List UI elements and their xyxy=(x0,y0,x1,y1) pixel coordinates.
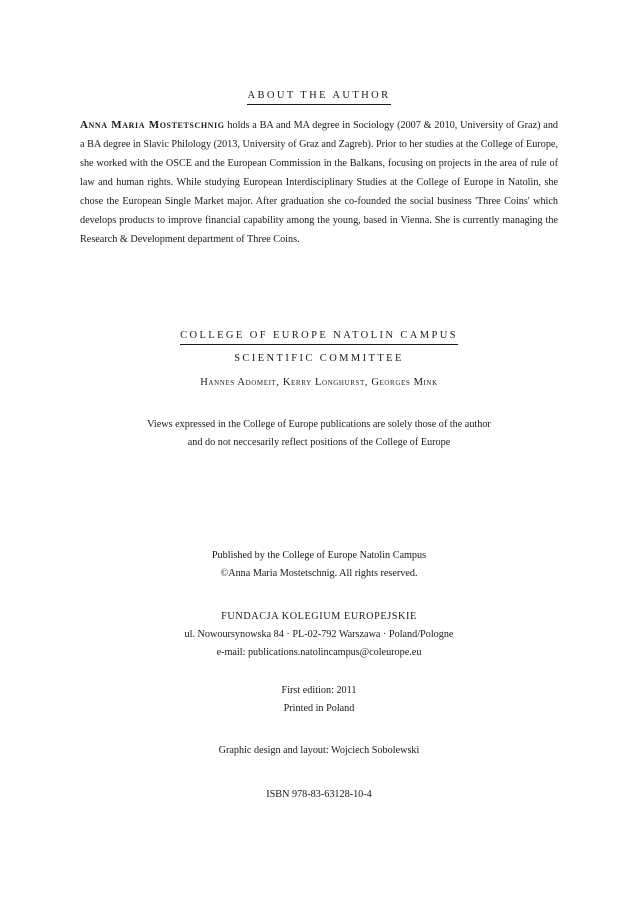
foundation-name: FUNDACJA KOLEGIUM EUROPEJSKIE xyxy=(221,611,417,622)
disclaimer xyxy=(0,416,638,452)
disclaimer-line: and do not neccesarily reflect positions of the College of Europe xyxy=(187,437,451,448)
committee-subheading: SCIENTIFIC COMMITTEE xyxy=(234,353,404,364)
committee-heading-text: COLLEGE OF EUROPE NATOLIN CAMPUS xyxy=(180,330,458,345)
author-name: Anna Maria Mostetschnig xyxy=(80,119,225,131)
copyright-line: ©Anna Maria Mostetschnig. All rights reserved. xyxy=(220,568,418,579)
publisher-line: Published by the College of Europe Natolin Campus xyxy=(211,550,427,561)
committee-members: Hannes Adomeit, Kerry Longhurst, Georges Mink xyxy=(200,377,438,388)
foundation-email: e-mail: publications.natolincampus@coleurope.eu xyxy=(216,647,422,658)
committee-heading xyxy=(0,330,638,345)
author-bio xyxy=(80,116,558,249)
publisher-info xyxy=(0,547,638,583)
foundation-info xyxy=(0,608,638,662)
edition-info xyxy=(0,682,638,718)
printed-line: Printed in Poland xyxy=(283,703,355,714)
foundation-address: ul. Nowoursynowska 84 · PL-02-792 Warszawa · Poland/Pologne xyxy=(184,629,454,640)
about-author-heading xyxy=(0,90,638,105)
author-bio-text: holds a BA and MA degree in Sociology (2007 & 2010, University of Graz) and a BA degree in Slavic Philology (2013, University of Graz and Zagreb). Prior to her studies at the College of Europe, she worked with the OSCE and the European Commission in the Balkans, focusing on projects in the area of rule of law and human rights. While studying European Interdisciplinary Studies at the College of Europe in Natolin, she chose the European Single Market major. After graduation she co-founded the social business 'Three Coins' which develops products to improve financial capability among the young, based in Vienna. She is currently managing the Research & Development department of Three Coins. xyxy=(80,120,559,245)
isbn: ISBN 978-83-63128-10-4 xyxy=(266,789,372,800)
about-author-heading-text: ABOUT THE AUTHOR xyxy=(247,90,390,105)
disclaimer-line: Views expressed in the College of Europe publications are solely those of the author xyxy=(147,419,491,430)
edition-line: First edition: 2011 xyxy=(281,685,357,696)
design-credit: Graphic design and layout: Wojciech Sobolewski xyxy=(218,745,420,756)
